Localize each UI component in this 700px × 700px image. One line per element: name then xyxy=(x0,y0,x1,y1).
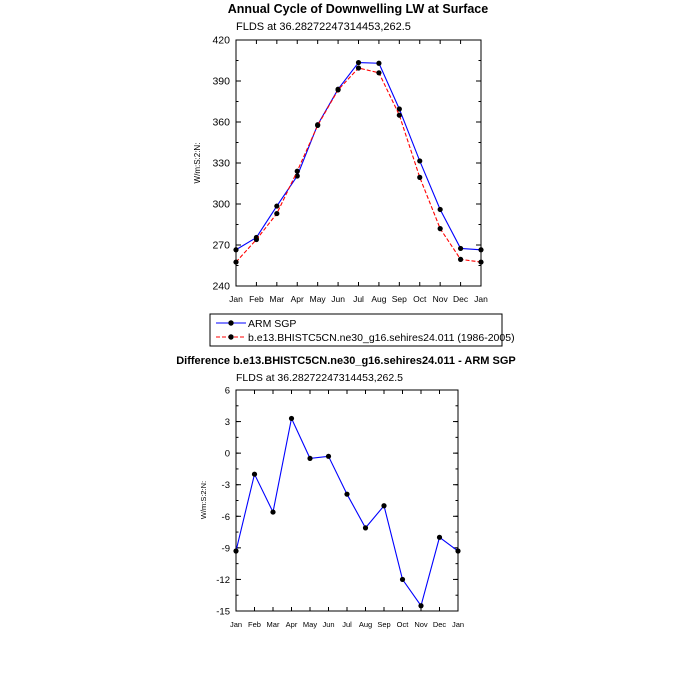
data-point xyxy=(376,61,381,66)
data-point xyxy=(274,203,279,208)
data-point xyxy=(458,257,463,262)
y-tick-label: 360 xyxy=(212,116,230,129)
y-tick-label: 240 xyxy=(212,280,230,293)
x-tick-label: Apr xyxy=(285,620,298,629)
data-point xyxy=(335,87,340,92)
data-point xyxy=(437,535,442,540)
x-tick-label: Nov xyxy=(432,294,448,304)
x-tick-label: Feb xyxy=(249,294,264,304)
x-tick-label: Feb xyxy=(248,620,261,629)
chart-title: Difference b.e13.BHISTC5CN.ne30_g16.sehires24.011 - ARM SGP xyxy=(176,355,516,367)
x-tick-label: May xyxy=(309,294,326,304)
x-tick-label: Jul xyxy=(342,620,352,629)
data-point xyxy=(418,603,423,608)
data-point xyxy=(478,247,483,252)
x-tick-label: Sep xyxy=(391,294,407,304)
data-point xyxy=(326,454,331,459)
x-tick-label: Aug xyxy=(358,620,373,629)
data-point xyxy=(252,472,257,477)
data-point xyxy=(458,246,463,251)
x-tick-label: Dec xyxy=(432,620,447,629)
y-tick-label: -6 xyxy=(221,511,230,523)
x-tick-label: Jun xyxy=(331,294,345,304)
data-point xyxy=(397,113,402,118)
y-tick-label: 420 xyxy=(212,34,230,47)
data-point xyxy=(233,259,238,264)
x-tick-label: Aug xyxy=(371,294,387,304)
x-tick-label: Oct xyxy=(396,620,409,629)
legend-label-model: b.e13.BHISTC5CN.ne30_g16.sehires24.011 (1986-2005) xyxy=(248,332,515,344)
y-tick-label: 300 xyxy=(212,198,230,211)
data-point xyxy=(356,60,361,65)
data-point xyxy=(254,237,259,242)
x-tick-label: Apr xyxy=(290,294,304,304)
x-tick-label: Oct xyxy=(413,294,427,304)
x-tick-label: Jul xyxy=(353,294,364,304)
data-point xyxy=(438,207,443,212)
x-tick-label: Jan xyxy=(474,294,488,304)
chart-subtitle: FLDS at 36.28272247314453,262.5 xyxy=(236,21,411,33)
legend-marker-model xyxy=(228,334,233,339)
y-tick-label: 390 xyxy=(212,75,230,88)
x-tick-label: Jan xyxy=(451,620,465,629)
y-tick-label: -15 xyxy=(216,606,230,618)
data-point xyxy=(356,65,361,70)
x-tick-label: Jan xyxy=(229,620,243,629)
y-tick-label: 330 xyxy=(212,157,230,170)
data-point xyxy=(274,211,279,216)
data-point xyxy=(315,123,320,128)
x-tick-label: Nov xyxy=(414,620,428,629)
x-tick-label: Dec xyxy=(453,294,469,304)
y-axis-label: W/m:S:2:N: xyxy=(193,142,202,184)
x-tick-label: May xyxy=(302,620,318,629)
legend-marker-arm-sgp xyxy=(228,320,233,325)
y-tick-label: -12 xyxy=(216,574,230,586)
data-point xyxy=(478,259,483,264)
data-point xyxy=(455,548,460,553)
data-point xyxy=(307,456,312,461)
data-point xyxy=(233,247,238,252)
data-point xyxy=(295,169,300,174)
data-point xyxy=(400,577,405,582)
data-point xyxy=(233,548,238,553)
x-tick-label: Sep xyxy=(377,620,391,629)
data-point xyxy=(438,226,443,231)
y-axis-label: W/m:S:2:N: xyxy=(199,480,208,520)
data-point xyxy=(381,503,386,508)
data-point xyxy=(363,525,368,530)
chart-title: Annual Cycle of Downwelling LW at Surface xyxy=(227,2,489,16)
chart-subtitle: FLDS at 36.28272247314453,262.5 xyxy=(236,372,403,384)
x-tick-label: Mar xyxy=(269,294,285,304)
y-tick-label: 6 xyxy=(224,385,230,397)
data-point xyxy=(376,70,381,75)
x-tick-label: Jun xyxy=(322,620,335,629)
data-point xyxy=(344,492,349,497)
data-point xyxy=(417,175,422,180)
data-point xyxy=(289,416,294,421)
y-tick-label: -9 xyxy=(221,543,230,555)
legend-label-arm-sgp: ARM SGP xyxy=(248,318,297,330)
data-point xyxy=(270,509,275,514)
y-tick-label: -3 xyxy=(221,480,230,492)
y-tick-label: 270 xyxy=(212,239,230,252)
x-tick-label: Mar xyxy=(266,620,280,629)
legend xyxy=(210,314,515,346)
x-tick-label: Jan xyxy=(229,294,243,304)
data-point xyxy=(417,158,422,163)
y-tick-label: 3 xyxy=(224,417,230,429)
y-tick-label: 0 xyxy=(224,448,230,460)
